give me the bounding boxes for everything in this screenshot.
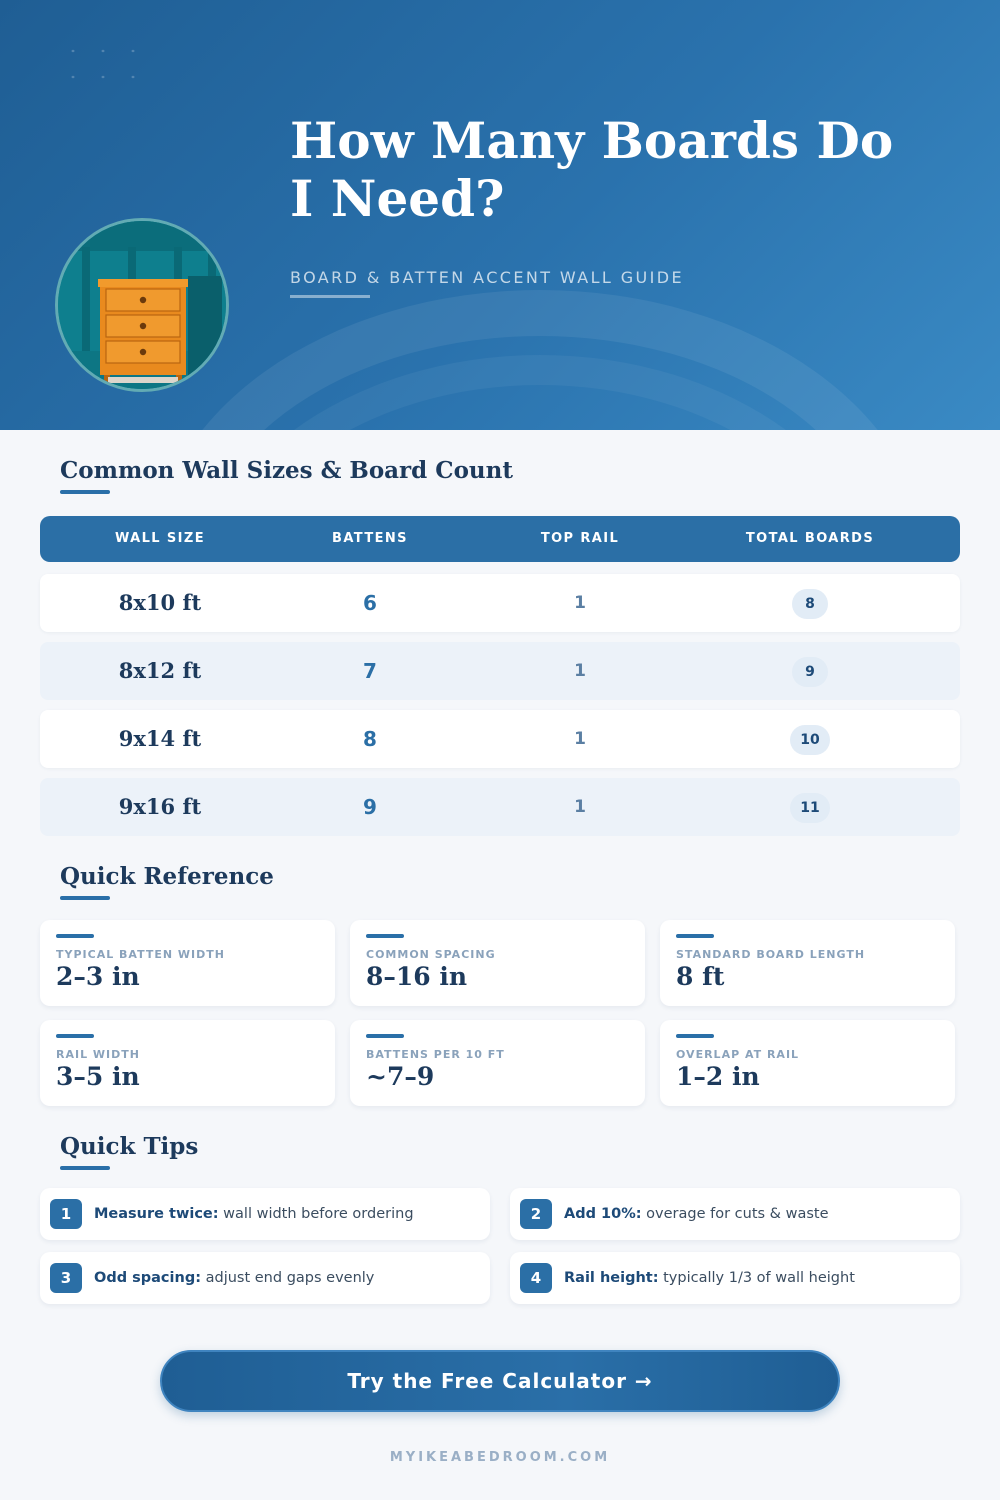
tip-bold: Add 10%:	[564, 1206, 642, 1222]
decorative-dots	[58, 38, 158, 94]
dresser-photo	[55, 218, 229, 392]
battens-cell: 6	[363, 591, 377, 615]
top-rail-cell: 1	[574, 729, 586, 749]
table-row	[40, 778, 960, 836]
subtitle-underline	[290, 295, 370, 298]
wall-size-cell: 9x14 ft	[118, 726, 202, 751]
tip-bold: Odd spacing:	[94, 1270, 201, 1286]
table-section-title: Common Wall Sizes & Board Count	[60, 457, 513, 484]
reference-value: 3–5 in	[56, 1062, 140, 1091]
reference-value: 8 ft	[676, 962, 725, 991]
reference-label: RAIL WIDTH	[56, 1048, 140, 1061]
card-accent	[366, 934, 404, 938]
total-boards-badge: 9	[792, 657, 828, 687]
card-accent	[56, 1034, 94, 1038]
footer-site-link[interactable]: MYIKEABEDROOM.COM	[389, 1450, 611, 1465]
total-boards-cell	[710, 642, 910, 700]
reference-card	[350, 920, 645, 1006]
tip-text	[564, 1252, 855, 1304]
tip-item	[510, 1188, 960, 1240]
battens-cell: 7	[363, 659, 377, 683]
calculator-cta-button[interactable]: Try the Free Calculator →	[160, 1350, 840, 1412]
reference-card	[40, 1020, 335, 1106]
wall-size-cell: 8x12 ft	[118, 658, 202, 683]
battens-cell: 8	[363, 727, 377, 751]
tip-bold: Measure twice:	[94, 1206, 219, 1222]
total-boards-cell	[710, 574, 910, 632]
reference-card	[660, 920, 955, 1006]
top-rail-cell: 1	[574, 593, 586, 613]
card-accent	[676, 1034, 714, 1038]
tip-text	[564, 1188, 829, 1240]
card-accent	[366, 1034, 404, 1038]
dresser-illustration	[58, 221, 229, 392]
column-header-total-boards: TOTAL BOARDS	[745, 531, 875, 546]
tip-number: 1	[50, 1199, 82, 1229]
reference-label: TYPICAL BATTEN WIDTH	[56, 948, 225, 961]
tip-number: 4	[520, 1263, 552, 1293]
card-accent	[676, 934, 714, 938]
total-boards-badge: 8	[792, 589, 828, 619]
reference-label: BATTENS PER 10 FT	[366, 1048, 505, 1061]
section-underline	[60, 896, 110, 900]
tip-text	[94, 1188, 414, 1240]
reference-card	[350, 1020, 645, 1106]
battens-cell: 9	[363, 795, 377, 819]
total-boards-cell	[710, 710, 910, 768]
reference-card	[660, 1020, 955, 1106]
total-boards-cell	[710, 778, 910, 836]
page-title: How Many Boards Do I Need?	[290, 111, 894, 228]
page-subtitle: BOARD & BATTEN ACCENT WALL GUIDE	[290, 268, 684, 287]
section-underline	[60, 490, 110, 494]
tip-number: 3	[50, 1263, 82, 1293]
reference-value: 1–2 in	[676, 1062, 760, 1091]
tip-number: 2	[520, 1199, 552, 1229]
reference-value: 8–16 in	[366, 962, 468, 991]
reference-label: STANDARD BOARD LENGTH	[676, 948, 866, 961]
tips-section-title: Quick Tips	[60, 1133, 199, 1160]
wall-size-cell: 8x10 ft	[118, 590, 202, 615]
wall-size-cell: 9x16 ft	[118, 794, 202, 819]
hero-banner	[0, 0, 1000, 430]
column-header-wall-size: WALL SIZE	[114, 531, 206, 546]
tip-item	[40, 1188, 490, 1240]
tip-body: adjust end gaps evenly	[205, 1270, 375, 1286]
tip-body: overage for cuts & waste	[646, 1206, 829, 1222]
top-rail-cell: 1	[574, 797, 586, 817]
total-boards-badge: 11	[790, 793, 829, 823]
column-header-battens: BATTENS	[332, 531, 408, 546]
reference-label: COMMON SPACING	[366, 948, 496, 961]
reference-label: OVERLAP AT RAIL	[676, 1048, 800, 1061]
total-boards-badge: 10	[790, 725, 829, 755]
tip-body: typically 1/3 of wall height	[663, 1270, 855, 1286]
table-row	[40, 710, 960, 768]
table-row	[40, 642, 960, 700]
table-header	[40, 516, 960, 562]
table-row	[40, 574, 960, 632]
column-header-top-rail: TOP RAIL	[540, 531, 620, 546]
tip-text	[94, 1252, 374, 1304]
reference-card	[40, 920, 335, 1006]
top-rail-cell: 1	[574, 661, 586, 681]
tip-body: wall width before ordering	[223, 1206, 414, 1222]
card-accent	[56, 934, 94, 938]
reference-value: ~7–9	[366, 1062, 435, 1091]
tip-item	[40, 1252, 490, 1304]
tip-item	[510, 1252, 960, 1304]
reference-value: 2–3 in	[56, 962, 140, 991]
section-underline	[60, 1166, 110, 1170]
reference-section-title: Quick Reference	[60, 863, 274, 890]
tip-bold: Rail height:	[564, 1270, 659, 1286]
